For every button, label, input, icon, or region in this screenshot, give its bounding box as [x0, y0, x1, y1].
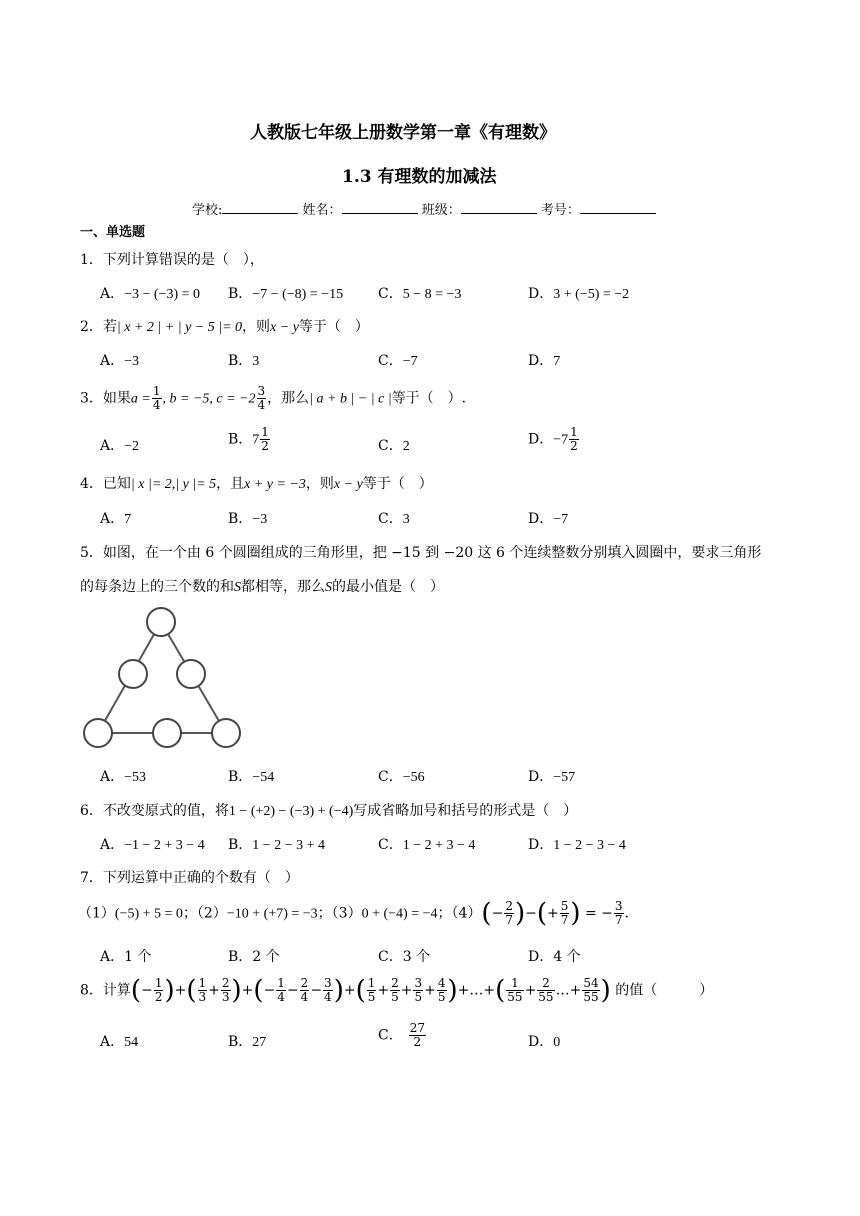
question-5-option-d[interactable]: [528, 766, 575, 786]
math-expression: 1 − (+2) − (−3) + (−4): [228, 804, 354, 819]
question-7-option-b[interactable]: [228, 946, 280, 966]
question-text: ，那么: [267, 390, 310, 407]
denominator: 4: [257, 398, 266, 412]
question-text: 若: [102, 319, 117, 335]
question-number: 4．: [80, 476, 103, 492]
denominator: 2: [570, 439, 578, 453]
denominator: 3: [221, 990, 230, 1004]
section-heading: 一、单选题: [80, 225, 146, 240]
math-expression: , b = −5, c = −2: [162, 391, 256, 407]
question-5-option-a[interactable]: [100, 766, 146, 786]
numerator: 27: [409, 1021, 425, 1035]
question-8-option-b[interactable]: [228, 1031, 266, 1051]
question-6-option-a[interactable]: [100, 834, 205, 854]
question-text: 写成省略加号和括号的形式是（ ）: [353, 803, 578, 819]
denominator: 2: [261, 439, 269, 453]
question-6-option-c[interactable]: [378, 834, 475, 854]
math-expression: | x + 2 | + | y − 5 |= 0: [116, 320, 243, 335]
question-text: 等于（ ）.: [391, 390, 467, 407]
question-5-stem-line-2: [80, 576, 444, 596]
statement-marker: ；（3）: [317, 905, 362, 922]
option-label: B．: [228, 353, 253, 369]
right-middle-circle: [177, 660, 205, 688]
math-expression: x − y: [270, 320, 299, 335]
exam-number-blank[interactable]: [580, 201, 656, 214]
option-value: −7: [553, 512, 569, 527]
statement-marker: ；（2）: [182, 905, 227, 922]
option-value: 0: [553, 1035, 561, 1050]
option-value: 54: [124, 1035, 139, 1050]
numerator: 1: [154, 976, 163, 990]
fraction: [260, 426, 270, 453]
option-label: C．: [378, 769, 403, 785]
bottom-left-circle: [84, 719, 112, 747]
fraction: [413, 977, 423, 1004]
denominator: 4: [277, 990, 285, 1004]
question-1-stem: [80, 249, 264, 269]
left-middle-circle: [119, 660, 147, 688]
option-value: −3: [124, 354, 140, 369]
school-label: 学校:: [192, 203, 223, 218]
fraction: [257, 385, 267, 412]
numerator: 3: [257, 384, 266, 398]
question-text: 计算: [102, 982, 131, 999]
math-expression: a =: [130, 391, 151, 407]
denominator: 4: [300, 990, 309, 1004]
option-label: C．: [378, 511, 403, 527]
question-5-stem-line-1: 5．如图，在一个由 6 个圆圈组成的三角形里，把 −15 到 −20 这 6 个连续整数分别填入圆圈中，要求三角形: [80, 545, 762, 561]
math-expression: (−5) + 5 = 0: [114, 906, 183, 922]
question-number: 7．: [80, 870, 103, 886]
question-7-option-d[interactable]: [528, 946, 581, 966]
option-label: D．: [528, 431, 554, 448]
ellipsis: +…+: [457, 982, 496, 999]
document-title: 人教版七年级上册数学第一章《有理数》: [250, 123, 556, 143]
math-expression: | x |= 2,| y |= 5: [130, 477, 217, 492]
question-6-stem: [80, 800, 577, 820]
question-3-option-b[interactable]: [228, 426, 271, 453]
math-variable: S: [325, 580, 332, 595]
statement-marker: （1）: [78, 905, 115, 922]
option-label: A．: [100, 837, 125, 853]
student-info-line: [192, 199, 656, 218]
numerator: 4: [437, 976, 446, 990]
question-6-option-d[interactable]: [528, 834, 626, 854]
question-2-option-b[interactable]: [228, 350, 259, 370]
numerator: 54: [583, 976, 599, 990]
question-text: 下列运算中正确的个数有（ ）: [102, 870, 299, 886]
option-value: −1 − 2 + 3 − 4: [124, 838, 205, 853]
numerator: 2: [505, 899, 513, 913]
option-label: D．: [528, 837, 554, 853]
question-2-option-c[interactable]: [378, 350, 418, 370]
question-text: 都相等，那么: [241, 579, 325, 595]
name-label: 姓名：: [302, 203, 342, 218]
exam-number-label: 考号：: [540, 203, 580, 218]
question-text: ，且: [216, 476, 245, 492]
option-label: D．: [528, 769, 554, 785]
option-value: −53: [124, 770, 147, 785]
option-value: −3 − (−3) = 0: [124, 287, 201, 302]
question-4-option-b[interactable]: [228, 508, 267, 528]
question-7-option-c[interactable]: [378, 946, 430, 966]
math-expression: | a + b | − | c |: [309, 391, 392, 407]
question-8-option-a[interactable]: [100, 1031, 138, 1051]
option-label: D．: [528, 511, 554, 527]
fraction: [409, 1022, 426, 1049]
question-2-stem: [80, 316, 369, 336]
fraction: [198, 977, 208, 1004]
option-value: −2: [124, 439, 140, 454]
question-7-statements: （1）(−5) + 5 = 0；（2）−10 + (+7) = −3；（3）0 + (−4) = −4；（4）(− $\frac{2}{7}$ )−(+ $\frac{5}{7}$ ) = − $\frac{3}{7}$ .: [78, 898, 629, 929]
option-value: −7 − (−8) = −15: [252, 287, 344, 302]
fraction: [152, 385, 162, 412]
fraction: [582, 977, 599, 1004]
question-number: 8．: [80, 982, 103, 999]
question-number: 1．: [80, 252, 103, 268]
school-blank[interactable]: [222, 201, 298, 214]
class-label: 班级：: [421, 203, 461, 218]
numerator: 1: [261, 425, 269, 439]
denominator: 3: [198, 990, 207, 1004]
denominator: 55: [538, 990, 554, 1004]
ellipsis: …+: [555, 982, 582, 999]
fraction: [300, 977, 310, 1004]
option-label: D．: [528, 353, 554, 369]
fraction: [537, 977, 554, 1004]
option-label: B．: [228, 431, 253, 448]
option-label: D．: [528, 949, 554, 965]
option-value: 1 − 2 − 3 − 4: [553, 838, 626, 853]
fraction: [221, 977, 231, 1004]
option-value: 2: [402, 439, 410, 454]
question-7-stem: [80, 867, 299, 887]
option-label: B．: [228, 837, 253, 853]
question-text: 不改变原式的值，将: [102, 803, 229, 819]
option-label: C．: [378, 438, 403, 454]
question-text: 等于（ ）: [298, 319, 369, 335]
denominator: 2: [413, 1035, 422, 1049]
fraction: [323, 977, 333, 1004]
option-value: −57: [553, 770, 576, 785]
question-number: 2．: [80, 319, 103, 335]
option-value: 3: [402, 512, 410, 527]
question-3-option-c[interactable]: [378, 435, 410, 455]
question-8-option-c[interactable]: [378, 1022, 427, 1049]
question-1-option-d[interactable]: [528, 283, 629, 303]
fraction: [437, 977, 447, 1004]
option-label: B．: [228, 769, 253, 785]
bottom-middle-circle: [153, 719, 181, 747]
fraction: [367, 977, 377, 1004]
denominator: 5: [367, 990, 376, 1004]
fraction: [614, 900, 624, 927]
option-value: 7: [553, 354, 561, 369]
question-8-stem: 8．计算(− $\frac{1}{2}$ )+( $\frac{1}{3}$ + $\frac{2}{3}$ )+(− $\frac{1}{4}$ − $\frac{2}{4}$ − $\frac{3}{4}$ )+( $\frac{1}{5}$ + $\frac{2}{5}$ + $\frac{3}{5}$ + $\frac{4}{5}$ )+…+( $\frac{1}{55}$ + $\frac{2}{55}$ …+ $\frac{54}{55}$ ) 的值（ ）: [80, 975, 714, 1006]
denominator: 7: [560, 913, 569, 927]
question-text: ，则: [242, 319, 271, 335]
top-circle: [147, 608, 175, 636]
question-text: 的每条边上的三个数的和: [80, 579, 234, 595]
option-value: 1 − 2 + 3 − 4: [402, 838, 476, 853]
bottom-right-circle: [212, 719, 240, 747]
option-label: A．: [100, 353, 125, 369]
numerator: 3: [324, 976, 332, 990]
option-value: −3: [252, 512, 268, 527]
fraction: [569, 426, 579, 453]
numerator: 1: [506, 977, 523, 991]
question-number: 3．: [80, 390, 103, 407]
numerator: 1: [570, 425, 578, 439]
question-number: 6．: [80, 803, 103, 819]
question-4-option-c[interactable]: [378, 508, 410, 528]
fraction: [560, 900, 570, 927]
option-label: C．: [378, 1027, 403, 1044]
question-8-option-d[interactable]: [528, 1031, 560, 1051]
option-value: −56: [402, 770, 425, 785]
option-label: A．: [100, 1034, 125, 1050]
option-label: A．: [100, 949, 125, 965]
option-label: B．: [228, 1034, 253, 1050]
math-expression: x − y: [333, 477, 363, 492]
option-label: A．: [100, 769, 125, 785]
option-value: 1 个: [124, 949, 152, 965]
math-variable: S: [234, 580, 241, 595]
question-4-option-a[interactable]: [100, 508, 131, 528]
option-value: 7: [252, 432, 260, 448]
fraction: [154, 977, 164, 1004]
numerator: 2: [537, 977, 554, 991]
option-value: −54: [252, 770, 275, 785]
math-expression: x + y = −3: [244, 477, 306, 492]
math-expression: −10 + (+7) = −3: [226, 906, 318, 922]
denominator: 5: [391, 990, 399, 1004]
option-label: D．: [528, 1034, 554, 1050]
option-label: A．: [100, 438, 125, 454]
option-label: B．: [228, 511, 253, 527]
denominator: 2: [154, 990, 163, 1004]
numerator: 3: [614, 899, 623, 913]
option-value: 2 个: [252, 949, 280, 965]
option-label: C．: [378, 949, 403, 965]
question-2-option-a[interactable]: [100, 350, 139, 370]
denominator: 7: [505, 913, 513, 927]
numerator: 3: [414, 976, 423, 990]
numerator: 1: [367, 976, 376, 990]
numerator: 1: [277, 976, 285, 990]
option-label: D．: [528, 286, 554, 302]
option-label: C．: [378, 286, 403, 302]
option-label: A．: [100, 511, 125, 527]
question-3-option-a[interactable]: [100, 435, 139, 455]
question-7-option-a[interactable]: [100, 946, 151, 966]
question-2-option-d[interactable]: [528, 350, 560, 370]
option-value: 7: [124, 512, 132, 527]
denominator: 4: [324, 990, 332, 1004]
question-text: 的值（ ）: [615, 982, 714, 999]
question-text: 下列计算错误的是（ ），: [102, 252, 264, 268]
statement-marker: ；（4）: [437, 905, 482, 922]
triangle-circles-figure: [80, 604, 244, 750]
option-label: C．: [378, 353, 403, 369]
denominator: 4: [152, 398, 161, 412]
question-3-option-d[interactable]: [528, 426, 580, 453]
option-label: C．: [378, 837, 403, 853]
option-value: 3: [252, 354, 260, 369]
option-value: 3 个: [402, 949, 431, 965]
fraction: [504, 900, 514, 927]
question-6-option-b[interactable]: [228, 834, 325, 854]
question-1-option-a[interactable]: [100, 283, 200, 303]
fraction: [506, 977, 523, 1004]
question-1-option-c[interactable]: [378, 283, 461, 303]
option-value: 5 − 8 = −3: [402, 287, 462, 302]
option-value: 3 + (−5) = −2: [553, 287, 630, 302]
question-text: 等于（ ）: [362, 476, 433, 492]
denominator: 7: [614, 913, 623, 927]
option-value: 1 − 2 − 3 + 4: [252, 838, 325, 853]
numerator: 1: [198, 976, 207, 990]
question-4-option-d[interactable]: [528, 508, 568, 528]
class-blank[interactable]: [461, 201, 537, 214]
option-value: −7: [402, 354, 418, 369]
option-label: B．: [228, 949, 253, 965]
numerator: 1: [152, 384, 161, 398]
numerator: 2: [221, 976, 230, 990]
question-5-option-c[interactable]: [378, 766, 425, 786]
fraction: [390, 977, 400, 1004]
question-3-stem: [80, 385, 466, 412]
denominator: 5: [414, 990, 423, 1004]
option-value: 4 个: [553, 949, 581, 965]
denominator: 5: [437, 990, 446, 1004]
option-label: A．: [100, 286, 125, 302]
question-5-option-b[interactable]: [228, 766, 274, 786]
name-blank[interactable]: [342, 201, 418, 214]
question-text: ，则: [305, 476, 334, 492]
question-text: 如果: [102, 390, 131, 407]
denominator: 55: [583, 990, 599, 1004]
math-expression: 0 + (−4) = −4: [361, 906, 438, 922]
question-1-option-b[interactable]: [228, 283, 343, 303]
question-text: 的最小值是（ ）: [332, 579, 444, 595]
question-text: 已知: [102, 476, 131, 492]
section-subtitle: 1.3 有理数的加减法: [342, 167, 497, 187]
fraction: [276, 977, 286, 1004]
option-value: −7: [553, 432, 569, 448]
numerator: 2: [391, 976, 399, 990]
numerator: 5: [560, 899, 569, 913]
numerator: 2: [300, 976, 309, 990]
denominator: 55: [507, 990, 523, 1004]
option-value: 27: [252, 1035, 267, 1050]
option-label: B．: [228, 286, 253, 302]
question-4-stem: [80, 473, 433, 493]
